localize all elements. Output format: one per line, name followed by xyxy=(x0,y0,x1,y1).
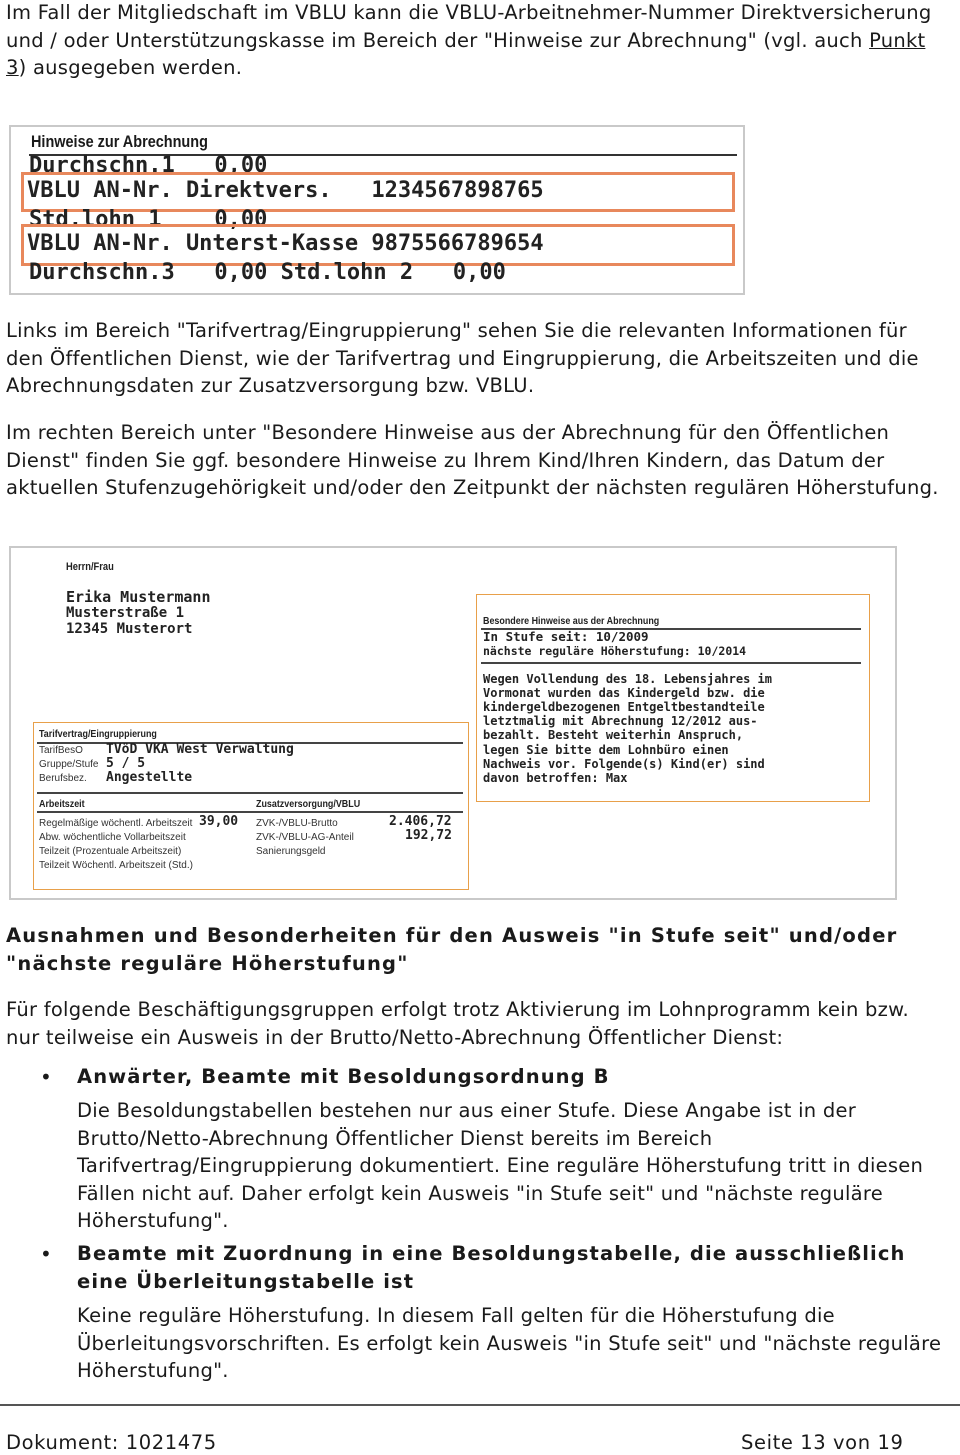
figure1-row-4: VBLU AN-Nr. Unterst-Kasse 9875566789654 xyxy=(27,231,544,256)
footer-rule xyxy=(0,1404,960,1406)
special-notes-title: Besondere Hinweise aus der Abrechnung xyxy=(483,615,660,627)
tarif-rule-3 xyxy=(37,811,463,813)
figure1-row-2: VBLU AN-Nr. Direktvers. 1234567898765 xyxy=(27,178,544,203)
bullet-dot-1: • xyxy=(40,1065,52,1089)
note-line-5: bezahlt. Besteht weiterhin Anspruch, xyxy=(483,728,744,742)
tarif-paragraph: Links im Bereich "Tarifvertrag/Eingruppierung" sehen Sie die relevanten Informationen für den Öffentlichen Dienst, wie der Tarifvertrag und Eingruppierung, die Arbeitszeiten und die Abrechnungsdaten zur Zusatzversorgung bzw. VBLU. xyxy=(6,319,919,398)
tarif-rule-2 xyxy=(37,792,463,794)
section-intro: Für folgende Beschäftigungsgruppen erfolgt trotz Aktivierung im Lohnprogramm kein bzw. nur teilweise ein Ausweis in der Brutto/Netto-Abrechnung Öffentlicher Dienst: xyxy=(6,998,909,1049)
note-line-3: kindergeldbezogenen Entgeltbestandteile xyxy=(483,700,765,714)
salutation: Herrn/Frau xyxy=(66,561,114,573)
zusatz-value-1: 2.406,72 xyxy=(389,814,452,829)
intro-paragraph: Im Fall der Mitgliedschaft im VBLU kann die VBLU-Arbeitnehmer-Nummer Direktversicherung und / oder Unterstützungskasse im Bereich der "Hinweise zur Abrechnung" (vgl. auch Punkt 3) ausgegeben werden. xyxy=(6,1,932,80)
figure1-row-5: Durchschn.3 0,00 Std.lohn 2 0,00 xyxy=(29,260,506,285)
note-line-2: Vormonat wurden das Kindergeld bzw. die xyxy=(483,686,765,700)
bullet-dot-2: • xyxy=(40,1242,52,1266)
punkt-3-link[interactable]: Punkt 3 xyxy=(6,28,926,80)
tarif-value-3: Angestellte xyxy=(106,770,193,785)
arbeitszeit-title: Arbeitszeit xyxy=(39,798,85,810)
zusatz-label-2: ZVK-/VBLU-AG-Anteil xyxy=(256,832,354,843)
payslip-figure xyxy=(9,546,897,900)
tarif-value-2: 5 / 5 xyxy=(106,756,146,771)
section-heading: Ausnahmen und Besonderheiten für den Ausweis "in Stufe seit" und/oder "nächste reguläre Höherstufung" xyxy=(6,924,898,975)
tarif-label-1: TarifBesO xyxy=(39,745,83,756)
note-line-1: Wegen Vollendung des 18. Lebensjahres im xyxy=(483,672,772,686)
arbeitszeit-label-3: Teilzeit (Prozentuale Arbeitszeit) xyxy=(39,846,182,857)
note-line-4: letztmalig mit Abrechnung 12/2012 aus- xyxy=(483,714,758,728)
figure1-row-1: Durchschn.1 0,00 xyxy=(29,153,268,178)
bullet-text-2: Keine reguläre Höherstufung. In diesem Fall gelten für die Höherstufung die Überleitungsvorschriften. Es erfolgt kein Ausweis "in Stufe seit" und "nächste reguläre Höherstufung". xyxy=(77,1304,942,1383)
next-step-line: nächste reguläre Höherstufung: 10/2014 xyxy=(483,644,747,658)
special-notes-rule-2 xyxy=(481,662,861,664)
figure1-title: Hinweise zur Abrechnung xyxy=(31,132,208,151)
page-number: Seite 13 von 19 xyxy=(741,1431,904,1454)
note-line-8: davon betroffen: Max xyxy=(483,771,628,785)
arbeitszeit-value-1: 39,00 xyxy=(199,814,239,829)
address-city: 12345 Musterort xyxy=(66,621,193,637)
hinweise-abrechnung-figure xyxy=(9,125,745,295)
bullet-title-2: Beamte mit Zuordnung in eine Besoldungstabelle, die ausschließlich eine Überleitungstabelle ist xyxy=(77,1242,906,1293)
tarif-title: Tarifvertrag/Eingruppierung xyxy=(39,728,157,740)
arbeitszeit-label-4: Teilzeit Wöchentl. Arbeitszeit (Std.) xyxy=(39,860,193,871)
tarif-label-3: Berufsbez. xyxy=(39,773,87,784)
bullet-text-1: Die Besoldungstabellen bestehen nur aus einer Stufe. Diese Angabe ist in der Brutto/Netto-Abrechnung Öffentlicher Dienst bereits im Bereich Tarifvertrag/Eingruppierung dokumentiert. Eine reguläre Höherstufung tritt in diesen Fällen nicht auf. Daher erfolgt kein Ausweis "in Stufe seit" und "nächste reguläre Höherstufung". xyxy=(77,1099,924,1233)
tarif-value-1: TVöD VKA West Verwaltung xyxy=(106,742,294,757)
arbeitszeit-label-1: Regelmäßige wöchentl. Arbeitszeit xyxy=(39,818,193,829)
arbeitszeit-label-2: Abw. wöchentliche Vollarbeitszeit xyxy=(39,832,186,843)
zusatz-label-3: Sanierungsgeld xyxy=(256,846,326,857)
zusatz-title: Zusatzversorgung/VBLU xyxy=(256,798,361,810)
hinweise-paragraph: Im rechten Bereich unter "Besondere Hinweise aus der Abrechnung für den Öffentlichen Dienst" finden Sie ggf. besondere Hinweise zu Ihrem Kind/Ihren Kindern, das Datum der aktuellen Stufenzugehörigkeit und/oder den Zeitpunkt der nächsten regulären Höherstufung. xyxy=(6,421,939,500)
note-line-6: legen Sie bitte dem Lohnbüro einen xyxy=(483,743,729,757)
address-street: Musterstraße 1 xyxy=(66,605,185,621)
figure1-row-3: Std.lohn 1 0,00 xyxy=(29,207,268,232)
bullet-title-1: Anwärter, Beamte mit Besoldungsordnung B xyxy=(77,1065,610,1088)
zusatz-label-1: ZVK-/VBLU-Brutto xyxy=(256,818,338,829)
address-name: Erika Mustermann xyxy=(66,588,211,606)
note-line-7: Nachweis vor. Folgende(s) Kind(er) sind xyxy=(483,757,765,771)
document-number: Dokument: 1021475 xyxy=(6,1431,217,1454)
zusatz-value-2: 192,72 xyxy=(405,828,452,843)
stufe-line: In Stufe seit: 10/2009 xyxy=(483,629,649,644)
tarif-label-2: Gruppe/Stufe xyxy=(39,759,99,770)
